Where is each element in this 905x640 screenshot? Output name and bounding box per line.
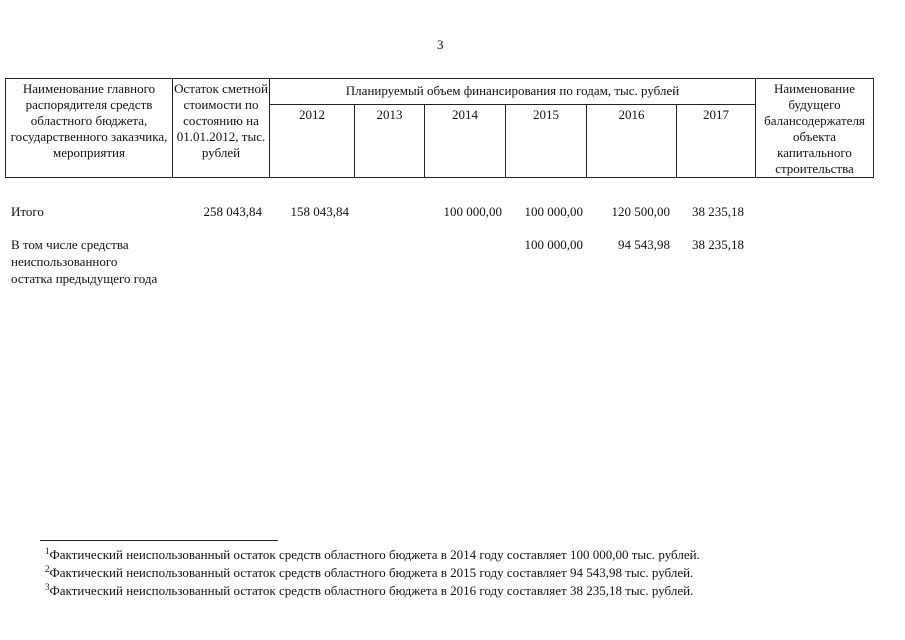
row-total-remainder: 258 043,84 xyxy=(203,204,262,219)
row-including-label: В том числе средства неиспользованного остатка предыдущего года xyxy=(11,237,158,286)
footnote-separator xyxy=(40,540,278,541)
row-total-2014: 100 000,00 xyxy=(443,204,502,219)
header-col-name: Наименование главного распорядителя средств областного бюджета, государственного заказчика, мероприятия xyxy=(6,79,173,178)
header-planned: Планируемый объем финансирования по годам, тыс. рублей xyxy=(270,79,756,105)
row-total-2016: 120 500,00 xyxy=(611,204,670,219)
header-year-2013: 2013 xyxy=(355,104,425,177)
row-total-2012: 158 043,84 xyxy=(290,204,349,219)
row-total-2015: 100 000,00 xyxy=(524,204,583,219)
header-col-remainder: Остаток сметной стоимости по состоянию на 01.01.2012, тыс. рублей xyxy=(173,79,270,178)
header-year-2016: 2016 xyxy=(587,104,677,177)
row-including-2016: 94 543,98 xyxy=(618,237,670,252)
footnote-3: $^3$Фактический неиспользованный остаток средств областного бюджета в 2016 году составляет 38 235,18 тыс. рублей. xyxy=(45,582,694,598)
footnote-2: $^2$Фактический неиспользованный остаток средств областного бюджета в 2015 году составляет 94 543,98 тыс. рублей. xyxy=(45,564,694,580)
page-number: 3 xyxy=(437,37,444,52)
header-year-2014: 2014 xyxy=(425,104,506,177)
header-year-2017: 2017 xyxy=(677,104,756,177)
row-including-2017: 38 235,18 xyxy=(692,237,744,252)
footnote-1: $^1$Фактический неиспользованный остаток средств областного бюджета в 2014 году составляет 100 000,00 тыс. рублей. xyxy=(45,546,700,562)
table-header xyxy=(5,78,874,178)
header-col-holder: Наименование будущего балансодержателя объекта капитального строительства xyxy=(756,79,874,178)
header-year-2012: 2012 xyxy=(270,104,355,177)
row-including-2015: 100 000,00 xyxy=(524,237,583,252)
header-year-2015: 2015 xyxy=(506,104,587,177)
row-total-label: Итого xyxy=(11,204,44,219)
row-total-2017: 38 235,18 xyxy=(692,204,744,219)
